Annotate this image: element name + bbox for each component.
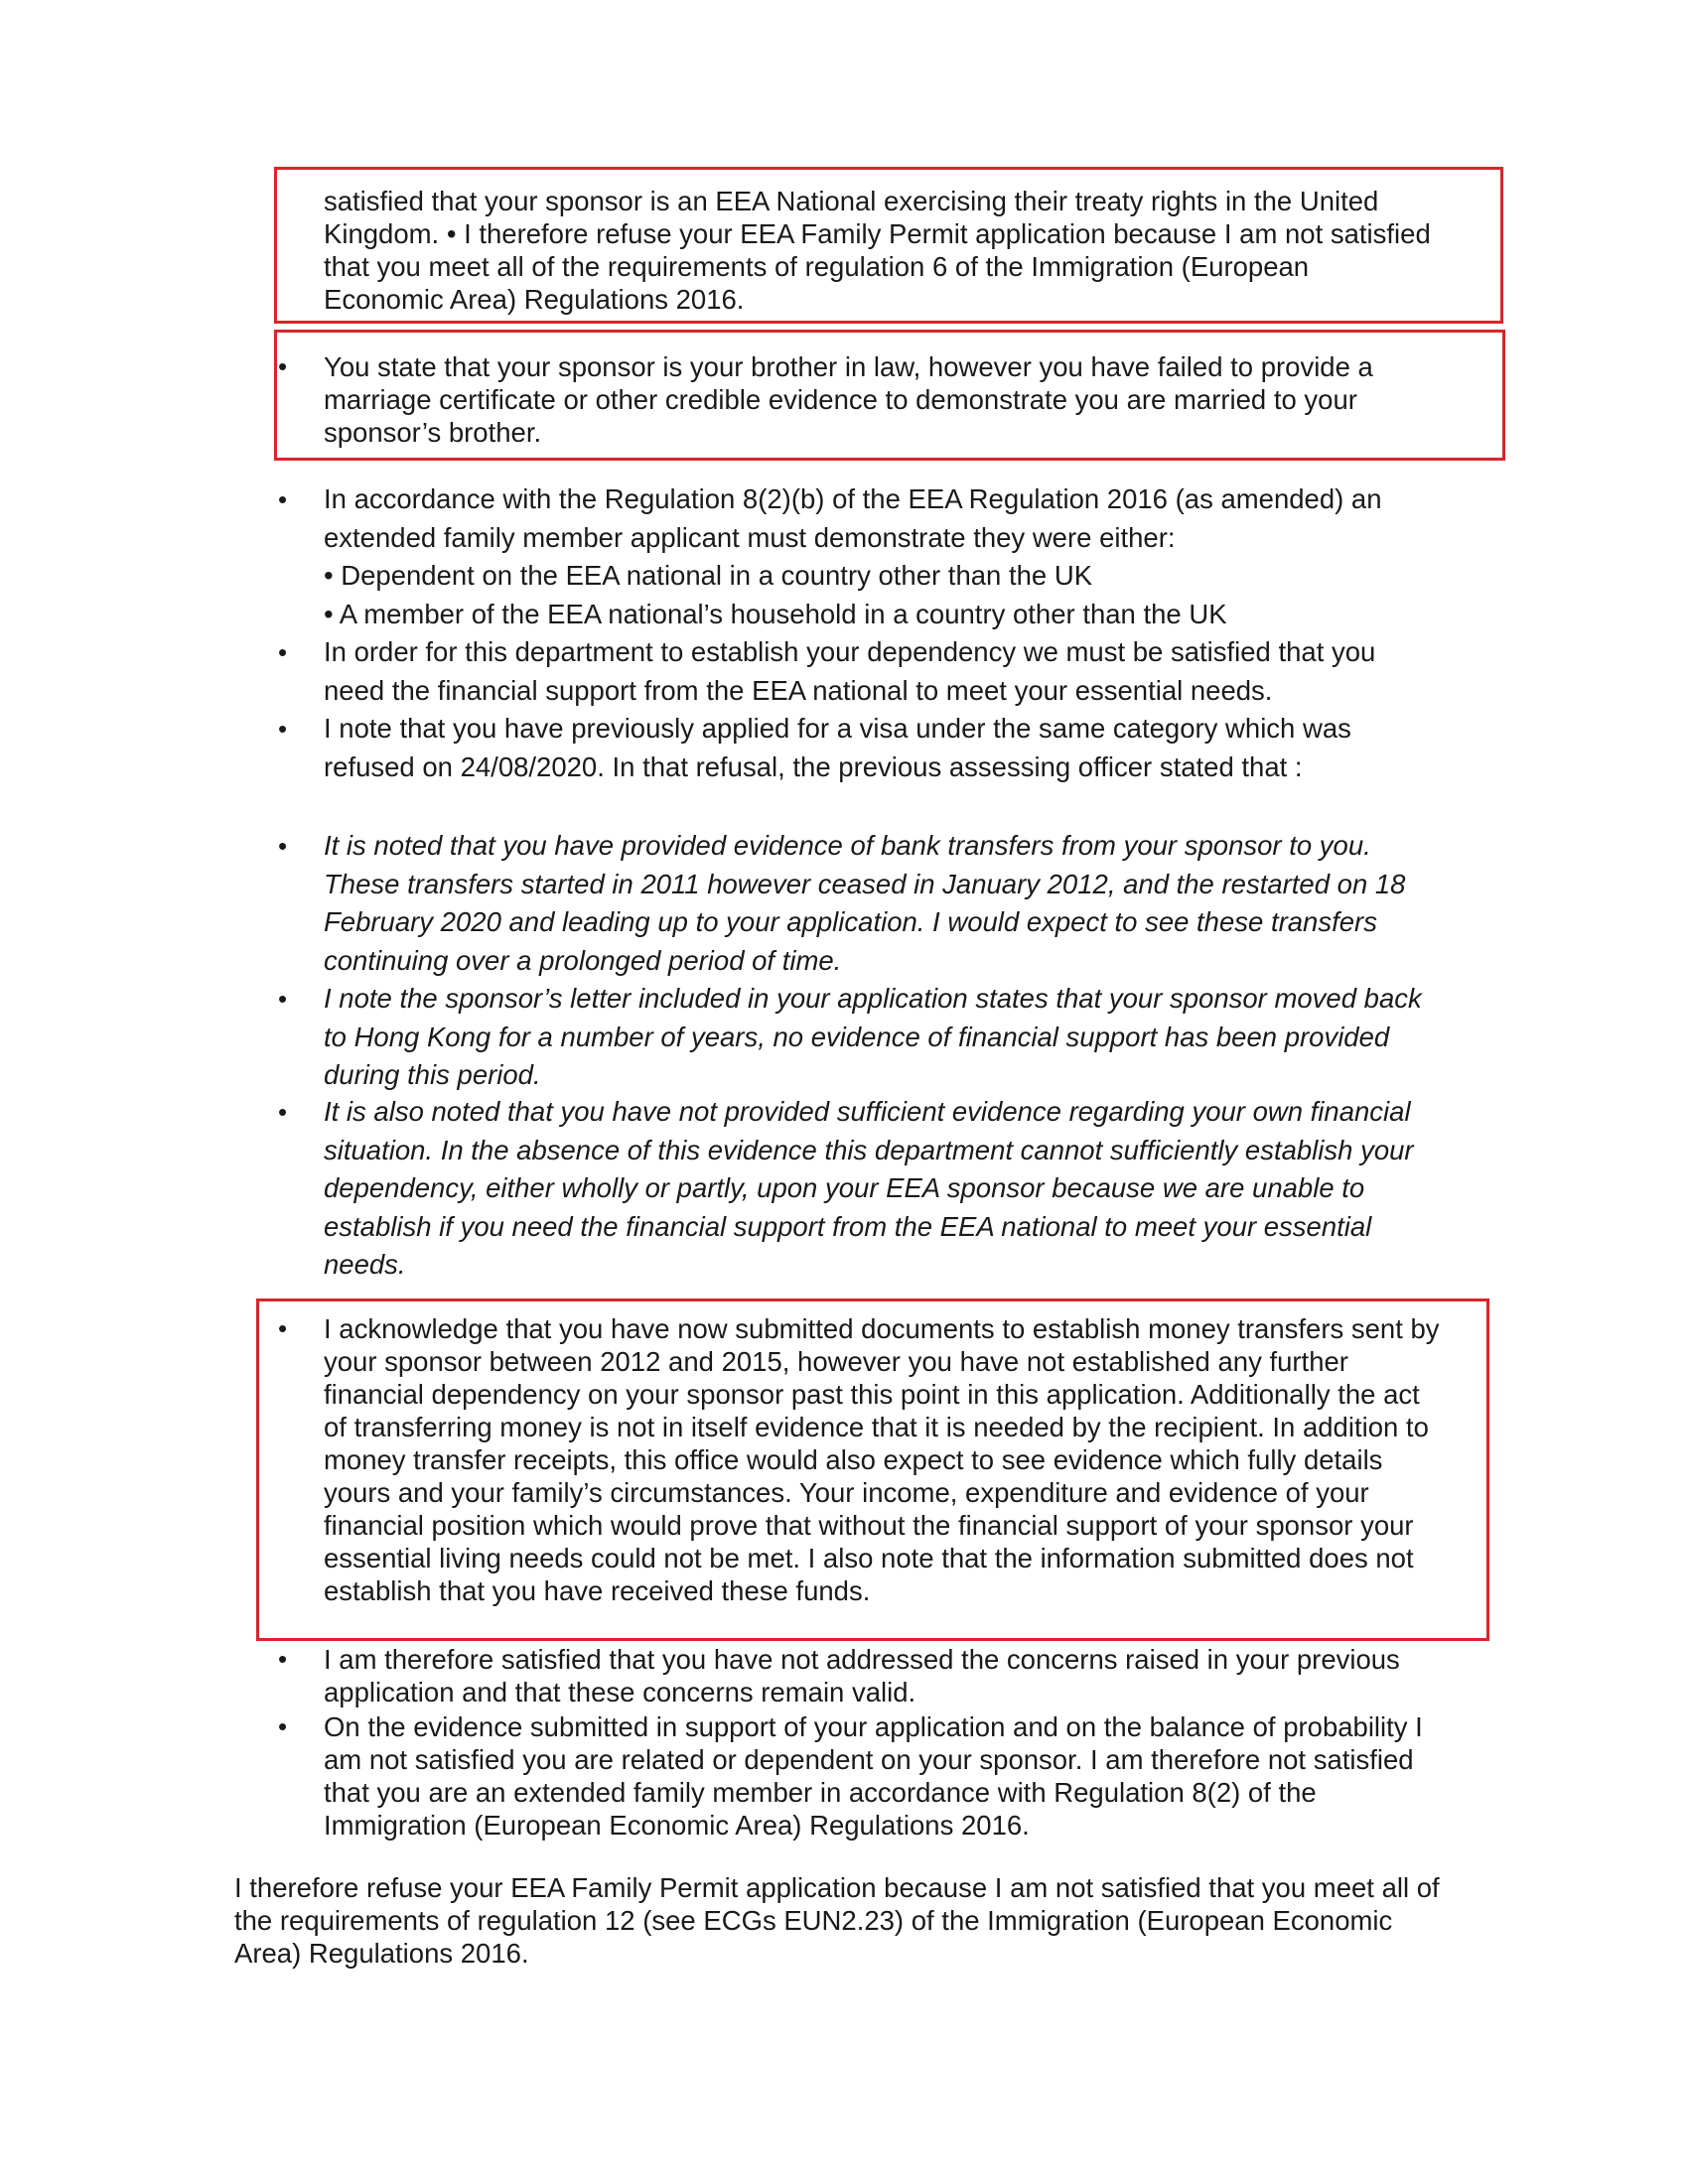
- bullet-marker: •: [278, 351, 288, 381]
- list-item-text: I note that you have previously applied for a visa under the same category which was refused on 24/08/2020. In that refusal, the previous assessing officer stated that :: [324, 713, 1351, 782]
- list-item-text: I note the sponsor’s letter included in your application states that your sponsor moved back to Hong Kong for a number of years, no evidence of financial support has been provided during this period.: [324, 983, 1422, 1090]
- list-item-text: On the evidence submitted in support of your application and on the balance of probability I am not satisfied you are related or dependent on your sponsor. I am therefore not satisfied that you are an extended family member in accordance with Regulation 8(2) of the Immigration (European Economic Area) Regulations 2016.: [324, 1711, 1423, 1841]
- list-item-text: I acknowledge that you have now submitted documents to establish money transfers sent by your sponsor between 2012 and 2015, however you have not established any further financial dependency on your sponsor past this point in this application. Additionally the act of transferring money is not in itself evidence that it is needed by the recipient. In addition to money transfer receipts, this office would also expect to see evidence which fully details yours and your family’s circumstances. Your income, expenditure and evidence of your financial position which would prove that without the financial support of your sponsor your essential living needs could not be met. I also note that the information submitted does not establish that you have received these funds.: [324, 1313, 1440, 1606]
- closing-text: I therefore refuse your EEA Family Permit application because I am not satisfied that you meet all of the requirements of regulation 12 (see ECGs EUN2.23) of the Immigration (European Economic Area) Regulations 2016.: [234, 1872, 1440, 1969]
- sub-bullet-item: • Dependent on the EEA national in a country other than the UK: [324, 560, 1093, 591]
- list-item-text: In order for this department to establish your dependency we must be satisfied that you need the financial support from the EEA national to meet your essential needs.: [324, 636, 1376, 706]
- list-item-text: In accordance with the Regulation 8(2)(b) of the EEA Regulation 2016 (as amended) an extended family member applicant must demonstrate they were either:: [324, 483, 1382, 553]
- sub-bullet-item: • A member of the EEA national’s household in a country other than the UK: [324, 598, 1227, 629]
- list-item-text: It is noted that you have provided evidence of bank transfers from your sponsor to you. These transfers started in 2011 however ceased in January 2012, and the restarted on 18 February 2020 and leading up to your application. I would expect to see these transfers continuing over a prolonged period of time.: [324, 830, 1406, 976]
- continuation-text: satisfied that your sponsor is an EEA National exercising their treaty rights in the United Kingdom. • I therefore refuse your EEA Family Permit application because I am not satisfied that you meet all of the requirements of regulation 6 of the Immigration (European Economic Area) Regulations 2016.: [324, 186, 1431, 315]
- bullet-marker: •: [278, 714, 288, 744]
- list-item-text: It is also noted that you have not provided sufficient evidence regarding your own financial situation. In the absence of this evidence this department cannot sufficiently establish your dependency, either wholly or partly, upon your EEA sponsor because we are unable to establish if you need the financial support from the EEA national to meet your essential needs.: [324, 1096, 1414, 1280]
- closing-paragraph: [234, 1871, 1456, 1970]
- bullet-marker: •: [278, 637, 288, 667]
- bullet-marker: •: [278, 1711, 288, 1741]
- list-item-text: I am therefore satisfied that you have not addressed the concerns raised in your previous application and that these concerns remain valid.: [324, 1644, 1400, 1707]
- continuation-paragraph: [324, 185, 1436, 316]
- list-item-text: You state that your sponsor is your brother in law, however you have failed to provide a marriage certificate or other credible evidence to demonstrate you are married to your sponsor’s brother.: [324, 351, 1373, 448]
- bullet-marker: •: [278, 1097, 288, 1127]
- bullet-marker: •: [278, 484, 288, 514]
- bullet-marker: •: [278, 1313, 288, 1343]
- bullet-marker: •: [278, 831, 288, 861]
- bullet-marker: •: [278, 1644, 288, 1674]
- bullet-marker: •: [278, 984, 288, 1014]
